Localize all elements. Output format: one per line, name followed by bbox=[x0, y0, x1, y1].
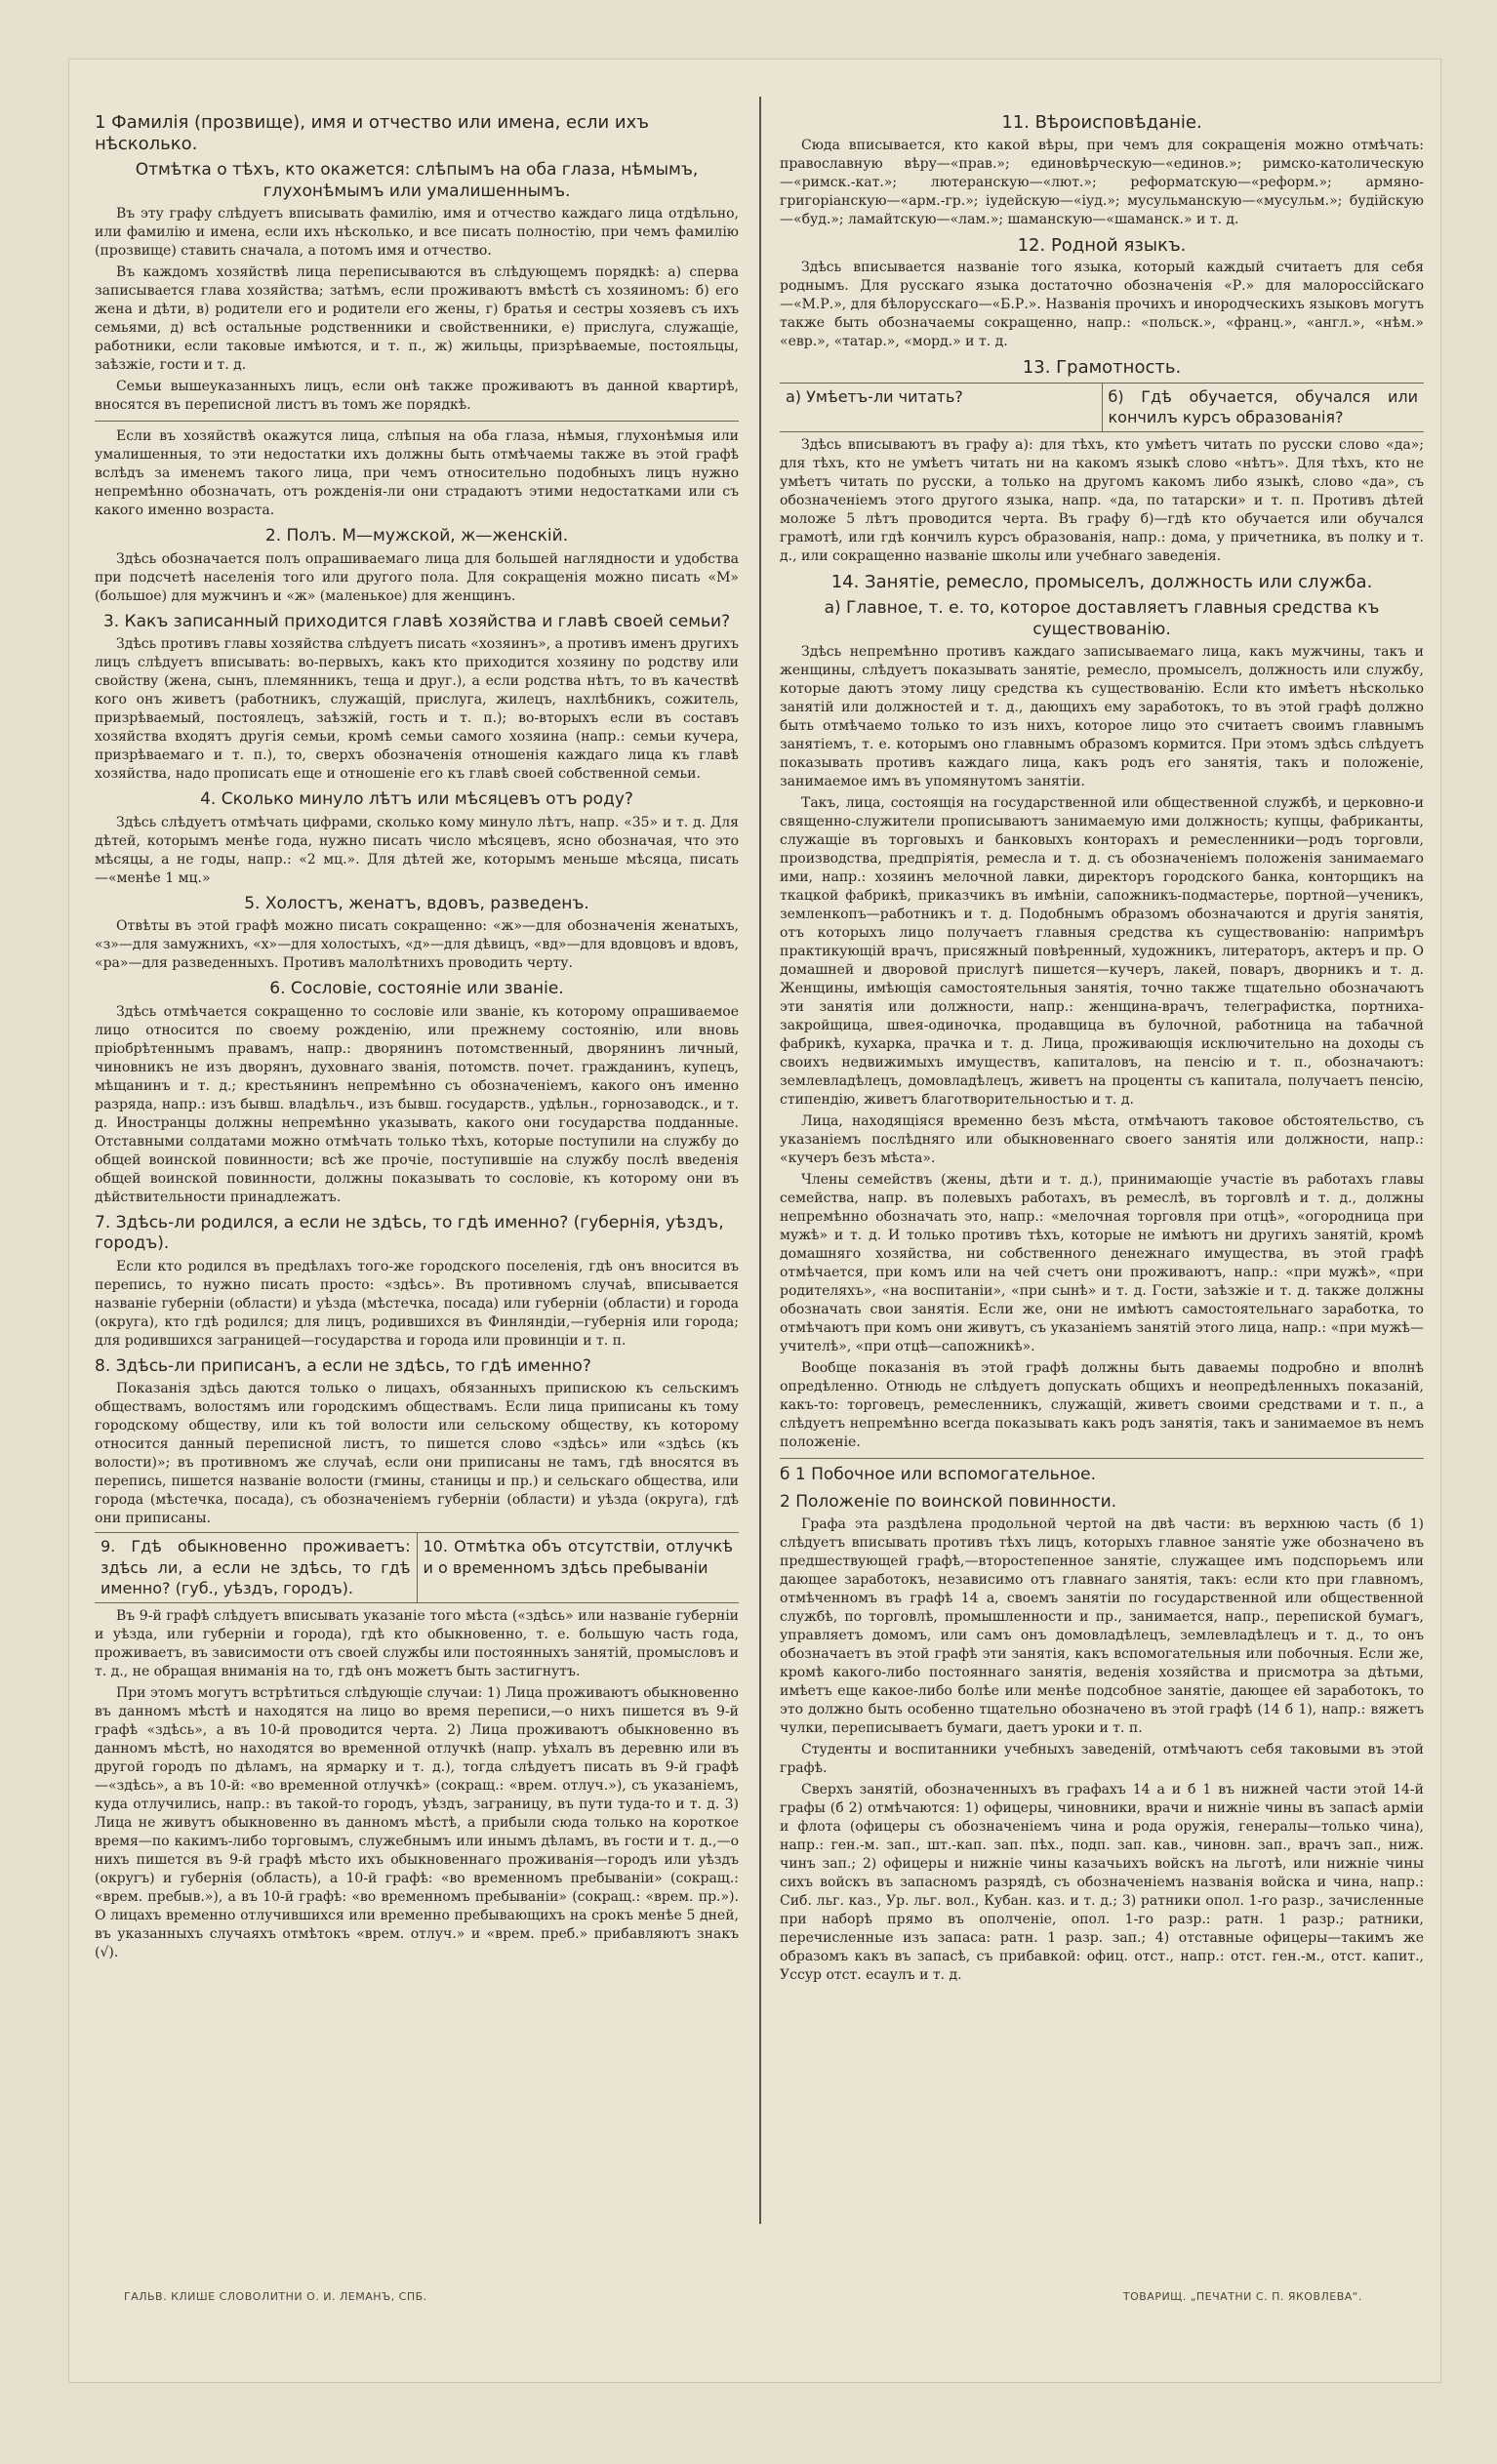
literacy-col-b: б) Гдѣ обучается, обучался или кончилъ курсъ образованія? bbox=[1102, 384, 1425, 431]
paragraph: Графа эта раздѣлена продольной чертой на двѣ части: въ верхнюю часть (б 1) слѣдуетъ вписывать противъ тѣхъ лицъ, которыхъ главное занятіе уже обозначено въ предшествующей графѣ,—второстепенное занятіе, служащее имъ подспорьемъ или дающее заработокъ, независимо отъ главнаго занятія, такъ: если кто при главномъ, отмѣченномъ въ графѣ 14 а, своемъ занятіи по государственной или общественной службѣ, по торговлѣ, промышленности и пр., занимается, напр., перепиской бумагъ, управляетъ домомъ, или самъ онъ домовладѣлецъ, землевладѣлецъ и т. д., то онъ обозначаетъ въ этой графѣ эти занятія, какъ вспомогательныя или побочныя. Если же, кромѣ какого-либо постояннаго занятія, веденія хозяйства и присмотра за дѣтьми, имѣетъ еще какое-либо болѣе или менѣе подсобное занятіе, дающее ей заработокъ, то это должно быть особенно тщательно обозначено въ этой графѣ (14 б 1), напр.: вяжетъ чулки, переписываетъ бумаги, даетъ уроки и т. п. bbox=[780, 1516, 1424, 1736]
paragraph: Такъ, лица, состоящія на государственной или общественной службѣ, и церковно-и священно-служители прописываютъ занимаемую ими должность; купцы, фабриканты, служащіе въ торговыхъ и банковыхъ конторахъ и ремесленники—родъ торговли, производства, предпріятія, ремесла и т. д. съ обозначеніемъ положенія занимаемаго ими, напр.: хозяинъ мелочной лавки, директоръ городского банка, конторщикъ на ткацкой фабрикѣ, приказчикъ въ имѣніи, сапожникъ-подмастерье, портной—ученикъ, земленкопъ—работникъ и т. д. Подобнымъ образомъ обозначаются и другія занятія, отъ которыхъ лицо получаетъ главныя средства къ существованію: напримѣръ практикующій врачъ, присяжный повѣренный, художникъ, литераторъ, актеръ и пр. О домашней и дворовой прислугѣ пишется—кучеръ, лакей, поваръ, дворникъ и т. д. Женщины, имѣющія самостоятельныя занятія, точно также тщательно обозначаютъ эти занятія или должности, напр.: женщина-врачъ, телеграфистка, портниха-закройщица, швея-одиночка, продавщица въ булочной, работница на табачной фабрикѣ, кухарка, прачка и т. д. Лица, проживающія исключительно на доходы съ своихъ недвижимыхъ имуществъ, капиталовъ, на пенсію и т. п., обозначаютъ: землевладѣлецъ, домовладѣлецъ, живетъ на проценты съ капитала, получаетъ пенсію, стипендію, живетъ благотворительностью и т. д. bbox=[780, 795, 1424, 1108]
paragraph: Здѣсь обозначается полъ опрашиваемаго лица для большей наглядности и удобства при подсчетѣ населенія того или другого пола. Для сокращенія можно писать «М» (большое) для мужчинъ и «ж» (маленькое) для женщинъ. bbox=[95, 550, 739, 604]
section-10-heading: 10. Отмѣтка объ отсутствіи, отлучкѣ и о временномъ здѣсь пребываніи bbox=[417, 1533, 740, 1602]
paragraph: Члены семействъ (жены, дѣти и т. д.), принимающіе участіе въ работахъ главы семейства, напр. въ полевыхъ работахъ, въ ремеслѣ, въ торговлѣ и т. д., должны непремѣнно обозначать это, напр.: «мелочная торговля при отцѣ», «огородница при мужѣ» и т. д. И только противъ тѣхъ, которые не имѣютъ ни другихъ занятій, кромѣ домашняго хозяйства, ни собственного денежнаго имущества, въ этой графѣ отмѣчается, при комъ или на чей счетъ они проживаютъ, напр.: «при мужѣ», «при родителяхъ», «на воспитаніи», «при сынѣ» и т. д. Гости, заѣзжіе и т. д. также должны обозначать свои занятія. Если же, они не имѣютъ самостоятельнаго заработка, то отмѣчаютъ при комъ они живутъ, съ указаніемъ занятій этого лица, напр.: «при мужѣ—учителѣ», «при отцѣ—сапожникѣ». bbox=[780, 1172, 1424, 1354]
paragraph: Въ 9-й графѣ слѣдуетъ вписывать указаніе того мѣста («здѣсь» или названіе губерніи и уѣзда, или губерніи и города), гдѣ кто обыкновенно, т. е. большую часть года, проживаетъ, въ зависимости отъ своей службы или постоянныхъ занятій, промысловъ и т. д., не обращая вниманія на то, гдѣ онъ можетъ быть застигнутъ. bbox=[95, 1607, 739, 1679]
paragraph: Въ эту графу слѣдуетъ вписывать фамилію, имя и отчество каждаго лица отдѣльно, или фамилію и имена, если ихъ нѣсколько, и все писать полностію, при чемъ фамилію (прозвище) ставить сначала, а потомъ имя и отчество. bbox=[95, 206, 739, 259]
section-7-heading: 7. Здѣсь-ли родился, а если не здѣсь, то гдѣ именно? (губернія, уѣздъ, городъ). bbox=[95, 1212, 724, 1253]
paragraph: Лица, находящіяся временно безъ мѣста, отмѣчаютъ таковое обстоятельство, съ указаніемъ послѣдняго или обыкновеннаго своего занятія или должности, напр.: «кучеръ безъ мѣста». bbox=[780, 1113, 1424, 1166]
paragraph: Вообще показанія въ этой графѣ должны быть даваемы подробно и вполнѣ опредѣленно. Отнюдь не слѣдуетъ допускать общихъ и неопредѣленныхъ показаній, какъ-то: торговецъ, ремесленникъ, служащій, живетъ своими средствами и т. п., а слѣдуетъ непремѣнно всегда показывать какъ родъ занятія, такъ и занимаемое въ немъ положеніе. bbox=[780, 1360, 1424, 1450]
section-14a-heading: а) Главное, т. е. то, которое доставляетъ главныя средства къ существованію. bbox=[824, 598, 1380, 639]
paragraph: Если въ хозяйствѣ окажутся лица, слѣпыя на оба глаза, нѣмыя, глухонѣмыя или умалишенныя, то эти недостатки ихъ должны быть отмѣчаемы также въ этой графѣ вслѣдъ за именемъ такого лица, при чемъ относительно подобныхъ лицъ нужно непремѣнно обозначать, отъ рожденія-ли они страдаютъ этими недостатками или съ какого именно возраста. bbox=[95, 428, 739, 518]
paragraph: Здѣсь вписываютъ въ графу а): для тѣхъ, кто умѣетъ читать по русски слово «да»; для тѣхъ, кто не умѣетъ читать ни на какомъ языкѣ слово «нѣтъ». Для тѣхъ, кто не умѣетъ читать по русски, а только на другомъ какомъ либо языкѣ, слово «да», съ обозначеніемъ этого другого языка, напр. «да, по татарски» и т. п. Противъ дѣтей моложе 5 лѣтъ проводится черта. Въ графу б)—гдѣ кто обучается или обучался грамотѣ, или гдѣ кончилъ курсъ образованія, напр.: дома, у причетника, въ полку и т. д., или сокращенно названіе школы или учебнаго заведенія. bbox=[780, 436, 1424, 564]
section-11-heading: 11. Вѣроисповѣданіе. bbox=[1001, 112, 1202, 133]
section-8-heading: 8. Здѣсь-ли приписанъ, а если не здѣсь, то гдѣ именно? bbox=[95, 1355, 591, 1376]
paragraph: При этомъ могутъ встрѣтиться слѣдующіе случаи: 1) Лица проживаютъ обыкновенно въ данномъ мѣстѣ и находятся на лицо во время переписи,—о нихъ пишется въ 9-й графѣ «здѣсь», а въ 10-й проводится черта. 2) Лица проживаютъ обыкновенно въ данномъ мѣстѣ, но находятся во временной отлучкѣ (напр. уѣхалъ въ деревню или въ другой городъ по дѣламъ, на ярмарку и т. д.), тогда слѣдуетъ писать въ 9-й графѣ—«здѣсь», а въ 10-й: «во временной отлучкѣ» (сокращ.: «врем. отлуч.»), съ указаніемъ, куда отлучились, напр.: въ такой-то городъ, уѣздъ, заграницу, въ пути туда-то и т. д. 3) Лица не живутъ обыкновенно въ данномъ мѣстѣ, а прибыли сюда только на короткое время—по какимъ-либо торговымъ, служебнымъ или инымъ дѣламъ, въ гости и т. д.,—о нихъ пишется въ 9-й графѣ мѣсто ихъ обыкновеннаго проживанія—городъ или уѣздъ (округъ) и губернія (область), а 10-й графѣ: «во временномъ пребываніи» (сокращ.: «врем. пребыв.»), а въ 10-й графѣ: «во временномъ пребываніи» (сокращ.: «врем. пр.»). О лицахъ временно отлучившихся или временно пребывающихъ на срокъ менѣе 5 дней, въ указанныхъ случаяхъ отмѣтокъ «врем. отлуч.» и «врем. преб.» прибавляютъ знакъ (√). bbox=[95, 1684, 739, 1960]
paragraph: Здѣсь противъ главы хозяйства слѣдуетъ писать «хозяинъ», а противъ именъ другихъ лицъ слѣдуетъ вписывать: во-первыхъ, какъ кто приходится хозяину по родству или свойству (жена, сынъ, племянникъ, теща и друг.), а если родства нѣтъ, то въ качествѣ кого онъ живетъ (работникъ, служащій, прислуга, жилецъ, нахлѣбникъ, сожитель, призрѣваемый, постоялецъ, заѣзжій, гость и т. п.); во-вторыхъ если въ составъ хозяйства входятъ другія семьи, кромѣ семьи самого хозяина (напр.: семьи кучера, призрѣваемаго и т. п.), то, сверхъ обозначенія отношенія каждаго лица къ главѣ хозяйства, надо прописать еще и отношеніе его къ главѣ своей собственной семьи. bbox=[95, 636, 739, 782]
section-14-heading: 14. Занятіе, ремесло, промыселъ, должность или служба. bbox=[830, 571, 1373, 592]
paragraph: Здѣсь непремѣнно противъ каждаго записываемаго лица, какъ мужчины, такъ и женщины, слѣдуетъ показывать занятіе, ремесло, промыселъ, должность или службу, которые даютъ этому лицу средства къ существованію. Если кто имѣетъ нѣсколько занятій или должностей и т. д., дающихъ ему заработокъ, то въ этой графѣ должно быть отмѣчаемо только то изъ нихъ, которое лицо это считаетъ своимъ главнымъ занятіемъ, т. е. которымъ оно главнымъ образомъ кормится. При этомъ здѣсь слѣдуетъ показывать противъ каждаго лица, какъ родъ его занятія, такъ и положеніе, занимаемое имъ въ упомянутомъ занятіи. bbox=[780, 644, 1424, 789]
paragraph: Если кто родился въ предѣлахъ того-же городского поселенія, гдѣ онъ вносится въ перепись, то нужно писать просто: «здѣсь». Въ противномъ случаѣ, вписывается названіе губерніи (области) и уѣзда (мѣстечка, посада) или губерніи (области) и города (округа), кто гдѣ родился; для лицъ, родившихся въ Финляндіи,—губернія или города; для родившихся заграницей—государства и города или провинціи и т. п. bbox=[95, 1258, 739, 1349]
paragraph: Здѣсь вписывается названіе того языка, который каждый считаетъ для себя роднымъ. Для русскаго языка достаточно обозначенія «Р.» для малороссійскаго—«М.Р.», для бѣлорусскаго—«Б.Р.». Названія прочихъ и инородческихъ языковъ могутъ также быть обозначаемы сокращенно, напр.: «польск.», «франц.», «англ.», «нѣм.» «евр.», «татар.», «морд.» и т. д. bbox=[780, 260, 1424, 349]
section-14b2-heading: 2 Положеніе по воинской повинности. bbox=[780, 1491, 1117, 1512]
divider bbox=[95, 421, 739, 422]
section-6-heading: 6. Сословіе, состояніе или званіе. bbox=[269, 979, 564, 998]
column-divider bbox=[759, 97, 761, 2224]
section-5-heading: 5. Холостъ, женатъ, вдовъ, разведенъ. bbox=[244, 893, 589, 913]
section-1-heading: 1 Фамилія (прозвище), имя и отчество или имена, если ихъ нѣсколько. bbox=[95, 112, 649, 154]
paragraph: Здѣсь слѣдуетъ отмѣчать цифрами, сколько кому минуло лѣтъ, напр. «35» и т. д. Для дѣтей, которымъ менѣе года, нужно писать число мѣсяцевъ, ясно обозначая, что это мѣсяцы, а не годы, напр.: «2 мц.». Для дѣтей же, которымъ меньше мѣсяца, писать—«менѣе 1 мц.» bbox=[95, 814, 739, 886]
section-9-heading: 9. Гдѣ обыкновенно проживаетъ: здѣсь ли, а если не здѣсь, то гдѣ именно? (губ., уѣздъ, городъ). bbox=[101, 1537, 411, 1597]
paragraph: Показанія здѣсь даются только о лицахъ, обязанныхъ припискою къ сельскимъ обществамъ, волостямъ или городскимъ обществамъ. Если лица приписаны къ тому городскому обществу, или къ той волости или сельскому обществу, къ которому относится данный переписной листъ, то пишется слово «здѣсь» или «здѣсь (къ волости)»; въ противномъ же случаѣ, если они приписаны не тамъ, гдѣ вносятся въ перепись, пишется названіе волости (гмины, станицы и пр.) и сельскаго общества, или города (мѣстечка, посада), съ обозначеніемъ губерніи (области) и уѣзда (округа), гдѣ они приписаны. bbox=[95, 1381, 739, 1526]
paragraph: Семьи вышеуказанныхъ лицъ, если онѣ также проживаютъ въ данной квартирѣ, вносятся въ переписной листъ въ томъ же порядкѣ. bbox=[95, 379, 739, 413]
literacy-col-a: а) Умѣетъ-ли читать? bbox=[786, 386, 963, 406]
printer-credit-left: ГАЛЬВ. КЛИШЕ СЛОВОЛИТНИ О. И. ЛЕМАНЪ, СПБ. bbox=[124, 2290, 427, 2303]
paragraph: Студенты и воспитанники учебныхъ заведеній, отмѣчаютъ себя таковыми въ этой графѣ. bbox=[780, 1742, 1424, 1776]
paragraph: Здѣсь отмѣчается сокращенно то сословіе или званіе, къ которому опрашиваемое лицо относится по своему рожденію, или прежнему состоянію, или вновь пріобрѣтеннымъ правамъ, напр.: дворянинъ потомственный, дворянинъ личный, чиновникъ не изъ дворянъ, духовнаго званія, потомств. почет. гражданинъ, купецъ, мѣщанинъ и т. д.; крестьянинъ непремѣнно съ обозначеніемъ, какого онъ именно разряда, напр.: изъ бывш. владѣльч., изъ бывш. государств., удѣльн., горнозаводск., и т. д. Иностранцы должны непремѣнно указывать, какого они государства подданные. Отставными солдатами можно отмѣчать только тѣхъ, которые поступили на службу до общей воинской повинности; всѣ же прочіе, поступившіе на службу послѣ введенія общей воинской повинности, должны показывать то сословіе, къ которому они въ дѣйствительности принадлежатъ. bbox=[95, 1003, 739, 1205]
paragraph: Сверхъ занятій, обозначенныхъ въ графахъ 14 а и б 1 въ нижней части этой 14-й графы (б 2) отмѣчаются: 1) офицеры, чиновники, врачи и нижніе чины въ запасѣ арміи и флота (офицеры съ обозначеніемъ чина и рода оружія, генералы—только чина), напр.: ген.-м. зап., шт.-кап. зап. пѣх., подп. зап. кав., чиновн. зап., врачъ зап., ниж. чинъ зап.; 2) офицеры и нижніе чины казачьихъ войскъ на льготѣ, или нижніе чины сихъ войскъ въ запасномъ разрядѣ, съ обозначеніемъ названія войска и чина, напр.: Сиб. льг. каз., Ур. льг. вол., Кубан. каз. и т. д.; 3) ратники опол. 1-го разр., зачисленные при наборѣ прямо въ ополченіе, опол. 1-го разр.: ратн. 1 разр.; ратники, перечисленные изъ запаса: ратн. 1 разр. зап.; 4) отставные офицеры—такимъ же образомъ какъ въ запасѣ, съ прибавкой: офиц. отст., напр.: отст. ген.-м., отст. капит., Уссур отст. есаулъ и т. д. bbox=[780, 1782, 1424, 1983]
printer-credit-right: ТОВАРИЩ. „ПЕЧАТНИ С. П. ЯКОВЛЕВА“. bbox=[1122, 2290, 1362, 2303]
section-13-heading: 13. Грамотность. bbox=[1022, 357, 1182, 378]
paragraph: Сюда вписывается, кто какой вѣры, при чемъ для сокращенія можно отмѣчать: православную вѣру—«прав.»; единовѣрческую—«единов.»; римско-католическую—«римск.-кат.»; лютеранскую—«лют.»; реформатскую—«реформ.»; армяно-григоріанскую—«арм.-гр.»; іудейскую—«іуд.»; мусульманскую—«мусульм.»; будійскую—«буд.»; ламайтскую—«лам.»; шаманскую—«шаманск.» и т. д. bbox=[780, 137, 1424, 227]
columns-9-10-header bbox=[95, 1532, 739, 1603]
left-column bbox=[95, 106, 739, 1965]
section-2-heading: 2. Полъ. М—мужской, ж—женскій. bbox=[264, 526, 569, 545]
section-12-heading: 12. Родной языкъ. bbox=[1017, 234, 1187, 256]
section-4-heading: 4. Сколько минуло лѣтъ или мѣсяцевъ отъ роду? bbox=[200, 789, 633, 809]
paragraph: Отвѣты въ этой графѣ можно писать сокращенно: «ж»—для обозначенія женатыхъ, «з»—для замужнихъ, «х»—для холостыхъ, «д»—для дѣвицъ, «вд»—для вдовцовъ и вдовъ, «ра»—для разведенныхъ. Противъ малолѣтнихъ проводить черту. bbox=[95, 918, 739, 971]
right-column bbox=[780, 106, 1424, 1988]
section-3-heading: 3. Какъ записанный приходится главѣ хозяйства и главѣ своей семьи? bbox=[102, 611, 731, 631]
literacy-columns-header bbox=[780, 383, 1424, 432]
paragraph: Въ каждомъ хозяйствѣ лица переписываются въ слѣдующемъ порядкѣ: а) сперва записывается глава хозяйства; затѣмъ, если проживаютъ вмѣстѣ съ хозяиномъ: б) его жена и дѣти, в) родители его и родители его жены, г) братья и сестры хозяевъ съ ихъ семьями, д) всѣ остальные родственники и свойственники, е) прислуга, служащіе, работники, если таковые имѣются, и т. п., ж) жильцы, призрѣваемые, постояльцы, заѣзжіе, гости и т. д. bbox=[95, 264, 739, 373]
census-instruction-sheet bbox=[68, 59, 1441, 2383]
section-14b1-heading: б 1 Побочное или вспомогательное. bbox=[780, 1465, 1097, 1484]
section-1b-heading: Отмѣтка о тѣхъ, кто окажется: слѣпымъ на оба глаза, нѣмымъ, глухонѣмымъ или умалишеннымъ. bbox=[135, 160, 699, 201]
divider bbox=[780, 1458, 1424, 1459]
